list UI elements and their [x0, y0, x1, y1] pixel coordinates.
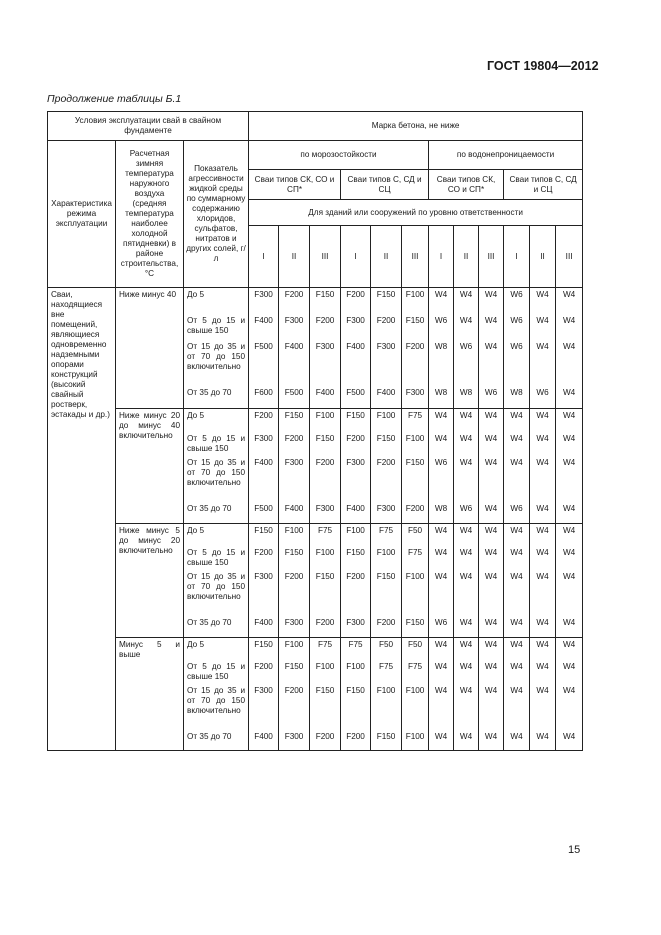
grade-cell: F100 [310, 409, 341, 432]
grade-cell: W4 [504, 546, 530, 570]
grade-cell: W8 [429, 502, 454, 524]
grade-cell: W6 [429, 456, 454, 502]
grade-cell: W4 [479, 288, 504, 314]
table-caption: Продолжение таблицы Б.1 [47, 93, 182, 105]
grade-cell: W4 [479, 524, 504, 546]
grade-cell: W8 [429, 340, 454, 386]
header-frost-sk: Сваи типов СК, СО и СП* [249, 170, 341, 200]
grade-cell: F150 [279, 660, 310, 684]
grade-cell: W8 [429, 386, 454, 409]
grade-cell: F150 [341, 546, 371, 570]
header-water-sk: Сваи типов СК, СО и СП* [429, 170, 504, 200]
grade-cell: F150 [402, 314, 429, 340]
table-row [48, 409, 583, 432]
grade-cell: F200 [279, 432, 310, 456]
grade-cell: F300 [249, 570, 279, 616]
grade-cell: F300 [371, 340, 402, 386]
grade-cell: F200 [341, 570, 371, 616]
grade-cell: W4 [556, 660, 583, 684]
header-frost-s: Сваи типов С, СД и СЦ [341, 170, 429, 200]
grade-cell: F150 [341, 684, 371, 730]
grade-cell: W4 [429, 570, 454, 616]
grade-cell: W4 [556, 456, 583, 502]
grade-cell: W4 [556, 386, 583, 409]
aggressiveness-cell: От 15 до 35 и от 70 до 150 включительно [184, 570, 249, 616]
grade-cell: F100 [310, 660, 341, 684]
grade-cell: F400 [310, 386, 341, 409]
grade-cell: W4 [530, 616, 556, 638]
grade-cell: F600 [249, 386, 279, 409]
grade-cell: F400 [341, 340, 371, 386]
header-aggressiveness: Показатель агрессивности жидкой среды по суммарному содержанию хлоридов, сульфатов, нитратов и других солей, г/л [184, 141, 249, 288]
grade-cell: F75 [371, 660, 402, 684]
grade-cell: F75 [310, 638, 341, 660]
aggressiveness-cell: От 15 до 35 и от 70 до 150 включительно [184, 456, 249, 502]
grade-cell: W4 [530, 730, 556, 751]
grade-cell: F150 [341, 409, 371, 432]
grade-cell: F150 [279, 546, 310, 570]
grade-cell: F200 [371, 456, 402, 502]
grade-cell: W6 [530, 386, 556, 409]
responsibility-level: II [454, 226, 479, 288]
grade-cell: F150 [249, 524, 279, 546]
grade-cell: W4 [530, 660, 556, 684]
grade-cell: F75 [341, 638, 371, 660]
grade-cell: F300 [249, 432, 279, 456]
grade-cell: F100 [402, 570, 429, 616]
grade-cell: F300 [249, 288, 279, 314]
header-mode: Характеристика режима эксплуатации [48, 141, 116, 288]
grade-cell: W4 [454, 314, 479, 340]
grade-cell: W4 [479, 502, 504, 524]
responsibility-level: III [479, 226, 504, 288]
grade-cell: F300 [249, 684, 279, 730]
grade-cell: W4 [479, 638, 504, 660]
grade-cell: F200 [341, 288, 371, 314]
grade-cell: W4 [454, 730, 479, 751]
grade-cell: W4 [454, 616, 479, 638]
grade-cell: W4 [479, 616, 504, 638]
header-conditions: Условия эксплуатации свай в свайном фундаменте [48, 112, 249, 141]
aggressiveness-cell: От 35 до 70 [184, 502, 249, 524]
grade-cell: W6 [454, 502, 479, 524]
grade-cell: F300 [279, 730, 310, 751]
grade-cell: F500 [341, 386, 371, 409]
grade-cell: W4 [530, 570, 556, 616]
grade-cell: W4 [530, 288, 556, 314]
grade-cell: F75 [402, 660, 429, 684]
grade-cell: F150 [249, 638, 279, 660]
grade-cell: W4 [556, 546, 583, 570]
grade-cell: F100 [341, 524, 371, 546]
grade-cell: W4 [530, 340, 556, 386]
grade-cell: W6 [504, 314, 530, 340]
aggressiveness-cell: От 15 до 35 и от 70 до 150 включительно [184, 340, 249, 386]
aggressiveness-cell: До 5 [184, 409, 249, 432]
grade-cell: F150 [310, 684, 341, 730]
table-row [48, 288, 583, 314]
grade-cell: W6 [429, 314, 454, 340]
grade-cell: W4 [479, 570, 504, 616]
grade-cell: F100 [310, 546, 341, 570]
aggressiveness-cell: От 5 до 15 и свыше 150 [184, 314, 249, 340]
aggressiveness-cell: До 5 [184, 288, 249, 314]
responsibility-level: II [279, 226, 310, 288]
grade-cell: F400 [249, 314, 279, 340]
grade-cell: F300 [341, 616, 371, 638]
grade-cell: F150 [371, 432, 402, 456]
grade-cell: F300 [402, 386, 429, 409]
grade-cell: W4 [429, 638, 454, 660]
grade-cell: W4 [429, 546, 454, 570]
grade-cell: F100 [371, 684, 402, 730]
grade-cell: F200 [279, 288, 310, 314]
aggressiveness-cell: От 35 до 70 [184, 386, 249, 409]
grade-cell: W8 [504, 386, 530, 409]
grade-cell: W4 [504, 432, 530, 456]
grade-cell: F150 [371, 288, 402, 314]
table-row [48, 638, 583, 660]
grade-cell: W4 [504, 684, 530, 730]
document-header: ГОСТ 19804—2012 [487, 59, 599, 73]
grade-cell: F100 [279, 524, 310, 546]
grade-cell: W4 [556, 524, 583, 546]
grade-cell: F300 [279, 314, 310, 340]
grade-cell: F500 [249, 340, 279, 386]
grade-cell: W4 [504, 638, 530, 660]
grade-cell: F300 [341, 456, 371, 502]
grade-cell: W4 [429, 684, 454, 730]
temperature-cell: Ниже минус 20 до минус 40 включительно [116, 409, 184, 524]
grade-cell: F200 [310, 456, 341, 502]
grade-cell: W4 [504, 409, 530, 432]
grade-cell: W4 [556, 409, 583, 432]
responsibility-level: I [429, 226, 454, 288]
grade-cell: F300 [371, 502, 402, 524]
grade-cell: F75 [310, 524, 341, 546]
temperature-cell: Минус 5 и выше [116, 638, 184, 751]
grade-cell: F150 [310, 432, 341, 456]
grade-cell: F100 [402, 730, 429, 751]
grade-cell: W6 [504, 502, 530, 524]
grade-cell: F50 [402, 638, 429, 660]
grade-cell: W4 [454, 409, 479, 432]
grade-cell: W4 [530, 314, 556, 340]
grade-cell: F50 [371, 638, 402, 660]
grade-cell: F400 [371, 386, 402, 409]
grade-cell: W4 [479, 660, 504, 684]
grade-cell: F150 [402, 616, 429, 638]
header-water-s: Сваи типов С, СД и СЦ [504, 170, 583, 200]
grade-cell: W8 [454, 386, 479, 409]
grade-cell: W4 [429, 432, 454, 456]
grade-cell: F100 [341, 660, 371, 684]
grade-cell: W4 [454, 456, 479, 502]
grade-cell: W4 [454, 570, 479, 616]
grade-cell: F200 [341, 730, 371, 751]
grade-cell: F100 [371, 409, 402, 432]
grade-cell: W4 [556, 616, 583, 638]
header-concrete-grade: Марка бетона, не ниже [249, 112, 583, 141]
table-row [48, 524, 583, 546]
grade-cell: W4 [479, 409, 504, 432]
grade-cell: F300 [310, 340, 341, 386]
grade-cell: F75 [402, 546, 429, 570]
grade-cell: W4 [504, 660, 530, 684]
grade-cell: W6 [504, 340, 530, 386]
grade-cell: W4 [454, 660, 479, 684]
grade-cell: W4 [530, 409, 556, 432]
responsibility-level: II [530, 226, 556, 288]
aggressiveness-cell: От 5 до 15 и свыше 150 [184, 546, 249, 570]
aggressiveness-cell: От 35 до 70 [184, 616, 249, 638]
responsibility-level: I [504, 226, 530, 288]
grade-cell: F150 [310, 570, 341, 616]
grade-cell: F500 [279, 386, 310, 409]
grade-cell: W4 [479, 432, 504, 456]
grade-cell: W4 [556, 730, 583, 751]
grade-cell: F100 [402, 288, 429, 314]
grade-cell: F400 [341, 502, 371, 524]
aggressiveness-cell: От 15 до 35 и от 70 до 150 включительно [184, 684, 249, 730]
grade-cell: W4 [530, 684, 556, 730]
grade-cell: F75 [371, 524, 402, 546]
aggressiveness-cell: От 35 до 70 [184, 730, 249, 751]
grade-cell: F100 [279, 638, 310, 660]
responsibility-level: II [371, 226, 402, 288]
grade-cell: F200 [341, 432, 371, 456]
grade-cell: W4 [454, 684, 479, 730]
grade-cell: W6 [429, 616, 454, 638]
grade-cell: W4 [504, 456, 530, 502]
grade-cell: W4 [479, 730, 504, 751]
grade-cell: W4 [504, 570, 530, 616]
grade-cell: F200 [310, 314, 341, 340]
grade-cell: W4 [454, 524, 479, 546]
grade-cell: W4 [504, 730, 530, 751]
grade-cell: F400 [249, 730, 279, 751]
grade-cell: W4 [556, 684, 583, 730]
temperature-cell: Ниже минус 40 [116, 288, 184, 409]
grade-cell: W4 [556, 502, 583, 524]
grade-cell: F50 [402, 524, 429, 546]
grade-cell: W4 [504, 524, 530, 546]
grade-cell: W4 [479, 456, 504, 502]
responsibility-level: I [341, 226, 371, 288]
grade-cell: F200 [249, 546, 279, 570]
grade-cell: W4 [429, 730, 454, 751]
grade-cell: F200 [310, 616, 341, 638]
aggressiveness-cell: До 5 [184, 638, 249, 660]
page-number: 15 [568, 844, 581, 856]
grade-cell: F400 [249, 456, 279, 502]
grade-cell: F150 [371, 730, 402, 751]
grade-cell: F400 [249, 616, 279, 638]
grade-cell: W4 [454, 546, 479, 570]
grade-cell: W6 [504, 288, 530, 314]
grade-cell: W4 [429, 288, 454, 314]
grade-cell: F200 [249, 409, 279, 432]
grade-cell: F200 [371, 314, 402, 340]
grade-cell: W4 [454, 432, 479, 456]
grade-cell: F100 [402, 432, 429, 456]
grade-cell: F75 [402, 409, 429, 432]
grade-cell: F100 [371, 546, 402, 570]
aggressiveness-cell: До 5 [184, 524, 249, 546]
header-frost: по морозостойкости [249, 141, 429, 170]
concrete-grade-table [47, 111, 583, 751]
grade-cell: W4 [556, 288, 583, 314]
grade-cell: W4 [556, 314, 583, 340]
responsibility-level: III [310, 226, 341, 288]
grade-cell: W4 [479, 684, 504, 730]
grade-cell: F400 [279, 340, 310, 386]
mode-cell: Сваи, находящиеся вне помещений, являющиеся одновременно надземными опорами конструкций (высокий свайный ростверк, эстакады и др.) [48, 288, 116, 751]
grade-cell: F200 [249, 660, 279, 684]
grade-cell: F150 [371, 570, 402, 616]
grade-cell: F200 [310, 730, 341, 751]
grade-cell: W4 [530, 432, 556, 456]
grade-cell: F200 [279, 684, 310, 730]
grade-cell: W4 [454, 288, 479, 314]
grade-cell: W4 [479, 546, 504, 570]
grade-cell: F400 [279, 502, 310, 524]
responsibility-level: III [402, 226, 429, 288]
grade-cell: F300 [310, 502, 341, 524]
aggressiveness-cell: От 5 до 15 и свыше 150 [184, 660, 249, 684]
temperature-cell: Ниже минус 5 до минус 20 включительно [116, 524, 184, 638]
grade-cell: W4 [530, 638, 556, 660]
grade-cell: W4 [556, 570, 583, 616]
grade-cell: W4 [479, 340, 504, 386]
grade-cell: W4 [530, 546, 556, 570]
grade-cell: F150 [402, 456, 429, 502]
grade-cell: F200 [371, 616, 402, 638]
aggressiveness-cell: От 5 до 15 и свыше 150 [184, 432, 249, 456]
header-temperature: Расчетная зимняя температура наружного воздуха (средняя температура наиболее холодной пятидневки) в районе строительства, °С [116, 141, 184, 288]
grade-cell: W4 [429, 660, 454, 684]
grade-cell: W4 [530, 524, 556, 546]
grade-cell: F300 [341, 314, 371, 340]
grade-cell: F300 [279, 456, 310, 502]
header-responsibility: Для зданий или сооружений по уровню ответственности [249, 200, 583, 226]
grade-cell: F200 [402, 340, 429, 386]
grade-cell: F200 [279, 570, 310, 616]
grade-cell: W4 [454, 638, 479, 660]
grade-cell: F200 [402, 502, 429, 524]
grade-cell: W4 [530, 456, 556, 502]
grade-cell: F100 [402, 684, 429, 730]
header-water: по водонепроницаемости [429, 141, 583, 170]
grade-cell: F150 [279, 409, 310, 432]
grade-cell: W4 [429, 524, 454, 546]
grade-cell: W4 [429, 409, 454, 432]
grade-cell: W4 [556, 432, 583, 456]
responsibility-level: III [556, 226, 583, 288]
responsibility-level: I [249, 226, 279, 288]
grade-cell: W6 [479, 386, 504, 409]
grade-cell: W4 [556, 638, 583, 660]
grade-cell: W6 [454, 340, 479, 386]
grade-cell: F500 [249, 502, 279, 524]
grade-cell: W4 [504, 616, 530, 638]
grade-cell: W4 [479, 314, 504, 340]
grade-cell: W4 [530, 502, 556, 524]
grade-cell: F150 [310, 288, 341, 314]
grade-cell: F300 [279, 616, 310, 638]
grade-cell: W4 [556, 340, 583, 386]
